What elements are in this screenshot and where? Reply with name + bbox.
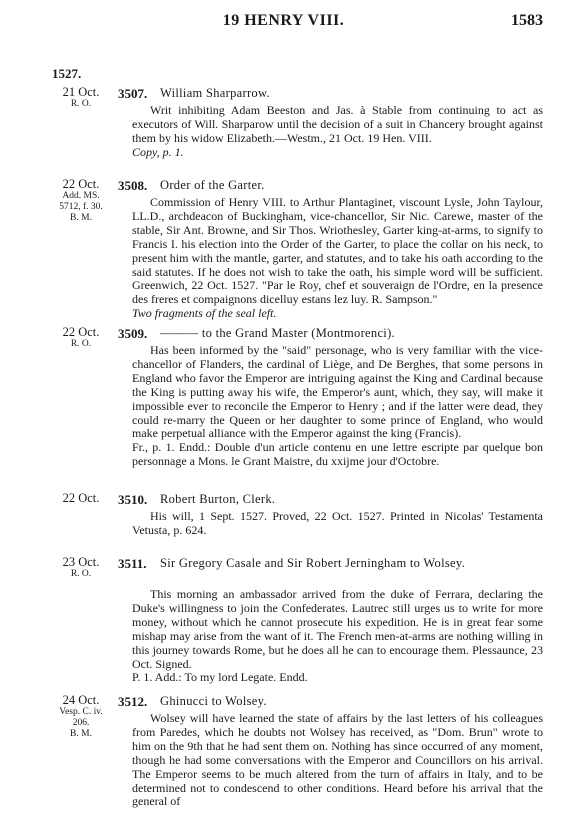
page-number: 1583 [511,12,543,29]
entry-reference: P. 1. Add.: To my lord Legate. Endd. [132,670,308,685]
entry-body [132,588,543,685]
entry-heading: ——— to the Grand Master (Montmorenci). [160,326,395,340]
entry-source: R. O. [70,339,92,349]
entry-date: 21 Oct. R. O. [52,86,110,110]
entry-date: 23 Oct. R. O. [52,556,110,580]
year-marker: 1527. [52,66,82,81]
entry-heading: Order of the Garter. [160,178,265,192]
entry-heading: Sir Gregory Casale and Sir Robert Jerningham to Wolsey. [160,556,466,570]
entry-paragraph: Has been informed by the "said" personage, who is very familiar with the vice-chancellor of Flanders, the cardinal of Liège, and De Berghes, that some persons in England who favor the Emperor are intriguing against the King and Cardinal because the King is putting away his wife, the Emperor's aunt, which, they say, will make it impossible ever to reconcile the Emperor to Henry ; and if the latter were dead, they could re-marry the Queen or her daughter to some prince of England, who would make perpetual alliance with the Emperor against the king (Francis). [132,343,543,441]
entry-source: Vesp. C. iv. [59,707,103,717]
entry-body [132,104,543,160]
entry-number: 3508. [118,178,148,193]
entry-heading: William Sharparrow. [160,86,270,100]
entry-paragraph: Wolsey will have learned the state of affairs by the last letters of his colleagues from Paredes, which he doubts not Wolsey has received, as "Dom. Brun" wrote to him on the 9th that he had sent them on. Nothing has since occurred of any moment, though he had some conversations with the Emperor and Councillors on his arrival. The Emperor seems to be much altered from the turn of affairs in Italy, and to be determined not to condescend to other conditions. Heard before his arrival that the general of [132,711,543,809]
entry-body [132,712,543,809]
running-title: 19 HENRY VIII. [222,12,345,29]
entry-paragraph: Commission of Henry VIII. to Arthur Plantaginet, viscount Lysle, John Taylour, LL.D., archdeacon of Buckingham, vice-chancellor, Sir Nic. Carewe, master of the stable, Sir Ant. Browne, and Sir Thos. Wriothesley, Garter king-at-arms, to signify to Francis I. his election into the Order of the Garter, to place the collar on his neck, to present him with the mantle, garter, and statutes, and to take his oath according to the said statutes. If he does not wish to take the oath, his simple word will be sufficient. Greenwich, 22 Oct. 1527. "Par le Roy, chef et souveraign de l'Ordre, en la presence des freres et compaignons dicelluy estans lez luy. R. Sampson." [132,195,543,307]
entry-source: 5712, f. 30. [59,202,103,212]
entry-source: 206. [72,718,90,728]
entry-paragraph: This morning an ambassador arrived from the duke of Ferrara, declaring the Duke's willingness to join the Confederates. Lautrec still urges us to write for more money, without which he cannot prosecute his expedition. He is in great fear some mishap may arise from the want of it. The French men-at-arms are nothing willing in this journey towards Rome, but he does all he can to encourage them. Plessaunce, 23 Oct. Signed. [132,587,543,671]
entry-source: B. M. [70,729,92,739]
entry-source: Add. MS. [62,191,100,201]
entry-body [132,196,543,321]
entry-date: 24 Oct. Vesp. C. iv. 206. B. M. [52,694,110,740]
entry-paragraph: Writ inhibiting Adam Beeston and Jas. à Stable from continuing to act as executors of Will. Sharparow until the decision of a suit in Chancery brought against them by his widow Elizabeth.—Westm., 21 Oct. 19 Hen. VIII. [132,103,543,145]
entry-source: R. O. [70,569,92,579]
entry-reference: Fr., p. 1. Endd.: Double d'un article contenu en une lettre escripte par quelque bon personnage a Mons. le Grant Maistre, du xxijme jour d'Octobre. [132,440,543,469]
entry-note: Two fragments of the seal left. [132,306,277,321]
entry-number: 3511. [118,556,147,571]
entry-number: 3507. [118,86,148,101]
page-header [0,12,567,34]
entry-number: 3509. [118,326,148,341]
entry-number: 3512. [118,694,148,709]
entry-heading: Robert Burton, Clerk. [160,492,276,506]
entry-date: 22 Oct. Add. MS. 5712, f. 30. B. M. [52,178,110,224]
entry-heading: Ghinucci to Wolsey. [160,694,267,708]
entry-paragraph: His will, 1 Sept. 1527. Proved, 22 Oct. 1527. Printed in Nicolas' Testamenta Vetusta, p. 624. [132,509,543,537]
entry-source: B. M. [70,213,92,223]
entry-note: Copy, p. 1. [132,144,184,159]
entry-number: 3510. [118,492,148,507]
entry-source: R. O. [70,99,92,109]
entry-body [132,344,543,469]
entry-body [132,510,543,538]
entry-date: 22 Oct. R. O. [52,326,110,350]
entry-date: 22 Oct. [62,491,100,505]
